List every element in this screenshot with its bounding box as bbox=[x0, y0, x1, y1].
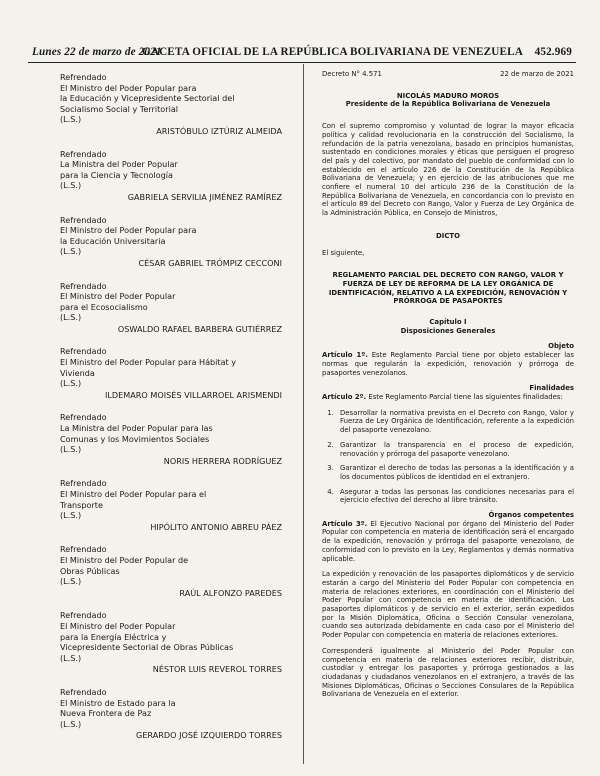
objeto-heading: Objeto bbox=[548, 342, 574, 351]
signature-line: Vicepresidente Sectorial de Obras Públicas bbox=[60, 642, 234, 653]
finalidades-heading: Finalidades bbox=[529, 384, 574, 393]
list-item: 1. Desarrollar la normativa prevista en el Decreto con Rango, Valor y Fuerza de Ley Orgánica de Identificación, referente a la expedición del pasaporte venezolano. bbox=[336, 409, 574, 435]
signature-line: (L.S.) bbox=[60, 114, 82, 125]
signatory-name: NÉSTOR LUIS REVEROL TORRES bbox=[152, 664, 282, 675]
signature-line: Vivienda bbox=[60, 367, 95, 378]
gazette-header bbox=[32, 46, 572, 60]
decree-meta bbox=[322, 70, 574, 79]
signature-line: El Ministro de Estado para la bbox=[60, 697, 176, 708]
signature-line: Refrendado bbox=[60, 412, 107, 423]
signature-line: Refrendado bbox=[60, 214, 107, 225]
chapter-number: Capítulo I bbox=[429, 318, 467, 327]
signature-line: El Ministro del Poder Popular bbox=[60, 291, 176, 302]
article-3-paragraph-3: Corresponderá igualmente al Ministerio del Poder Popular con competencia en materia de relaciones exteriores recibir, distribuir, custodiar y entregar los pasaportes y prórroga gestionados a las ciudadanas y ciudadanos venezolanos en el extranjero, a través de las Misiones Diplomáticas, Oficinas o Secciones Consulares de la República Bolivariana de Venezuela en el exterior. bbox=[322, 646, 574, 699]
article-2 bbox=[322, 393, 574, 402]
signature-line: El Ministro del Poder Popular de bbox=[60, 554, 189, 565]
finalidades-list bbox=[322, 409, 574, 505]
signature-block bbox=[60, 215, 282, 269]
signature-line: Refrendado bbox=[60, 72, 107, 82]
signatory-name: CÉSAR GABRIEL TRÓMPIZ CECCONI bbox=[138, 257, 282, 268]
signature-line: (L.S.) bbox=[60, 510, 82, 521]
signature-line: La Ministra del Poder Popular para las bbox=[60, 423, 213, 434]
article-1-label: Artículo 1º. bbox=[322, 351, 368, 360]
signature-line: Nueva Frontera de Paz bbox=[60, 708, 152, 719]
signature-block bbox=[60, 281, 282, 335]
signatory-name: NORIS HERRERA RODRÍGUEZ bbox=[163, 455, 282, 466]
signature-line: para la Ciencia y Tecnología bbox=[60, 169, 173, 180]
decree-number: Decreto N° 4.571 bbox=[322, 70, 382, 78]
signature-block bbox=[60, 610, 282, 675]
signature-line: El Ministro del Poder Popular para el bbox=[60, 489, 207, 499]
list-item: 2. Garantizar la transparencia en el proceso de expedición, renovación y prórroga del pasaporte venezolano. bbox=[336, 441, 574, 458]
signatory-name: HIPÓLITO ANTONIO ABREU PÁEZ bbox=[150, 521, 282, 532]
decree-date: 22 de marzo de 2021 bbox=[500, 70, 574, 78]
article-3-paragraph-2: La expedición y renovación de los pasaportes diplomáticos y de servicio estarán a cargo del Ministerio del Poder Popular con competencia en materia de relaciones exteriores, en coordinación con el Ministerio del Poder Popular con competencia en materia de identificación. Los pasaportes diplomáticos y de servicio en el exterior, serán expedidos por la Misión Diplomática, Oficina o Sección Consular venezolana, cuando sea autorizada debidamente en cada caso por el Ministerio del Poder Popular con competencia en materia de relaciones exteriores. bbox=[322, 570, 574, 640]
signatory-name: ARISTÓBULO IZTÚRIZ ALMEIDA bbox=[156, 125, 282, 136]
signature-line: (L.S.) bbox=[60, 576, 82, 587]
signature-block bbox=[60, 412, 282, 466]
signature-line: para el Ecosocialismo bbox=[60, 301, 148, 312]
signature-line: para la Energía Eléctrica y bbox=[60, 631, 167, 642]
signature-line: La Ministra del Poder Popular bbox=[60, 159, 178, 170]
signature-block bbox=[60, 544, 282, 598]
preamble: Con el supremo compromiso y voluntad de lograr la mayor eficacia política y calidad revolucionaria en la construcción del Socialismo, la refundación de la patria venezolana, basado en principios humanistas, sustentado en condiciones morales y éticas que persiguen el progreso del país y del colectivo, por mandato del pueblo de conformidad con lo establecido en el artículo 226 de la Constitución de la República Bolivariana de Venezuela; y en ejercicio de las atribuciones que me confiere el numeral 10 del artículo 236 de la Constitución de la República Bolivariana de Venezuela, en concordancia con lo previsto en el artículo 89 del Decreto con Rango, Valor y Fuerza de Ley Orgánica de la Administración Pública, en Consejo de Ministros, bbox=[322, 122, 574, 218]
signature-line: Obras Públicas bbox=[60, 565, 120, 576]
signature-line: la Educación Universitaria bbox=[60, 235, 166, 246]
article-3 bbox=[322, 520, 574, 564]
signatory-name: GERARDO JOSÉ IZQUIERDO TORRES bbox=[136, 730, 282, 741]
chapter-title: Disposiciones Generales bbox=[400, 326, 496, 335]
dicto-heading: DICTO bbox=[436, 231, 460, 240]
article-3-label: Artículo 3º. bbox=[322, 519, 368, 528]
article-3-text: El Ejecutivo Nacional por órgano del Ministerio del Poder Popular con competencia en materia de identificación será el encargado de la expedición, renovación y prórroga del pasaporte venezolano, de conformidad con lo previsto en la Ley, Reglamentos y demás normativa aplicable. bbox=[322, 519, 575, 563]
signature-line: El Ministro del Poder Popular para bbox=[60, 225, 197, 236]
signature-line: Comunas y los Movimientos Sociales bbox=[60, 433, 210, 444]
decree-column bbox=[322, 70, 574, 706]
signature-line: Refrendado bbox=[60, 280, 107, 291]
signature-line: (L.S.) bbox=[60, 652, 82, 663]
signatory-name: RAÚL ALFONZO PAREDES bbox=[179, 587, 282, 598]
signature-line: Transporte bbox=[60, 499, 103, 510]
signature-block bbox=[60, 346, 282, 400]
list-item: 4. Asegurar a todas las personas las condiciones necesarias para el ejercicio efectivo del derecho al libre tránsito. bbox=[336, 488, 574, 505]
header-rule bbox=[28, 62, 576, 63]
list-item: 3. Garantizar el derecho de todas las personas a la identificación y a los documentos públicos de identidad en el extranjero. bbox=[336, 464, 574, 481]
signature-line: Refrendado bbox=[60, 610, 107, 621]
signature-line: El Ministro del Poder Popular para bbox=[60, 82, 197, 93]
signature-block bbox=[60, 478, 282, 532]
column-divider bbox=[303, 64, 304, 764]
signature-line: (L.S.) bbox=[60, 312, 82, 323]
page-number: 452.969 bbox=[534, 46, 572, 58]
signatory-name: GABRIELA SERVILIA JIMÉNEZ RAMÍREZ bbox=[127, 191, 282, 202]
signature-line: El Ministro del Poder Popular bbox=[60, 620, 176, 631]
signatory-name: OSWALDO RAFAEL BARBERA GUTIÉRREZ bbox=[117, 323, 282, 334]
el-siguiente: El siguiente, bbox=[322, 248, 365, 257]
signature-line: la Educación y Vicepresidente Sectorial del bbox=[60, 93, 235, 104]
signature-line: (L.S.) bbox=[60, 246, 82, 257]
organos-heading: Órganos competentes bbox=[488, 511, 574, 520]
signature-line: Refrendado bbox=[60, 544, 107, 555]
signature-line: (L.S.) bbox=[60, 180, 82, 191]
signature-block bbox=[60, 687, 282, 741]
signature-line: (L.S.) bbox=[60, 718, 82, 729]
signature-line: (L.S.) bbox=[60, 444, 82, 455]
signature-line: Refrendado bbox=[60, 686, 107, 697]
signature-line: El Ministro del Poder Popular para Hábitat y bbox=[60, 357, 237, 368]
signature-line: Socialismo Social y Territorial bbox=[60, 103, 179, 114]
signatory-name: ILDEMARO MOISÉS VILLARROEL ARISMENDI bbox=[105, 389, 282, 400]
signature-line: Refrendado bbox=[60, 346, 107, 357]
header-title: GACETA OFICIAL DE LA REPÚBLICA BOLIVARIANA DE VENEZUELA bbox=[142, 46, 523, 58]
header-date: Lunes 22 de marzo de 2021 bbox=[32, 46, 162, 58]
article-2-text: Este Reglamento Parcial tiene las siguientes finalidades: bbox=[366, 392, 563, 401]
signature-block bbox=[60, 149, 282, 203]
signature-line: (L.S.) bbox=[60, 378, 82, 389]
article-1-text: Este Reglamento Parcial tiene por objeto establecer las normas que regularán la expedición, renovación y prórroga de pasaportes venezolanos. bbox=[322, 351, 574, 377]
signatures-column bbox=[60, 72, 282, 753]
signature-line: Refrendado bbox=[60, 148, 107, 159]
signature-line: Refrendado bbox=[60, 478, 107, 489]
reglamento-title: REGLAMENTO PARCIAL DEL DECRETO CON RANGO, VALOR Y FUERZA DE LEY DE REFORMA DE LA LEY ORGÁNICA DE IDENTIFICACIÓN, RELATIVO A LA EXPEDICIÓN, RENOVACIÓN Y PRÓRROGA DE PASAPORTES bbox=[328, 271, 568, 306]
article-1 bbox=[322, 351, 574, 377]
president-name: NICOLÁS MADURO MOROS bbox=[396, 91, 500, 100]
article-2-label: Artículo 2º. bbox=[322, 392, 367, 401]
president-title: Presidente de la República Bolivariana de Venezuela bbox=[345, 100, 551, 109]
signature-block bbox=[60, 72, 282, 137]
